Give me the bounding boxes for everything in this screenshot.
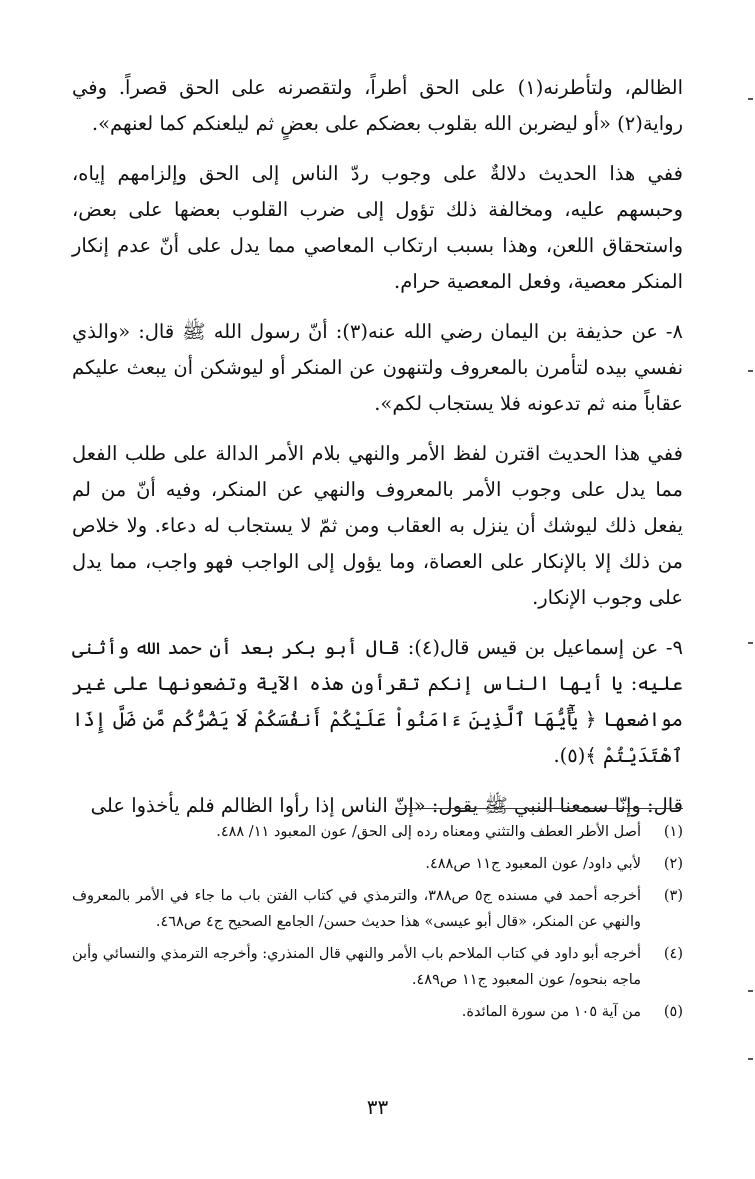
- margin-tick-mark: [748, 370, 753, 372]
- margin-tick-mark: [748, 642, 753, 644]
- body-paragraph-3: ٨- عن حذيفة بن اليمان رضي الله عنه(٣): أنّ رسول الله ﷺ قال: «والذي نفسي بيده لتأمرن بالمعروف ولتنهون عن المنكر أو ليوشكن أن يبعث عليكم عقاباً منه ثم تدعونه فلا يستجاب لكم».: [72, 320, 683, 415]
- body-paragraph-6: قال: وإنّا سمعنا النبي ﷺ يقول: «إنّ الناس إذا رأوا الظالم فلم يأخذوا على: [90, 794, 683, 817]
- footnote-number: (٥): [663, 1004, 683, 1020]
- footnote-number: (٣): [663, 888, 683, 904]
- footnote-number: (٢): [663, 856, 683, 872]
- footnote-2: [72, 851, 683, 877]
- footnote-text: أخرجه أبو داود في كتاب الملاحم باب الأمر والنهي قال المنذري: وأخرجه الترمذي والنسائي وأبن ماجه بنحوه/ عون المعبود ج١١ ص٤٨٩.: [72, 946, 641, 988]
- footnote-1: [72, 819, 683, 845]
- footnote-text: من آية ١٠٥ من سورة المائدة.: [461, 1004, 641, 1020]
- footnote-divider: [398, 808, 683, 809]
- footnote-text: أخرجه أحمد في مسنده ج٥ ص٣٨٨، والترمذي في كتاب الفتن باب ما جاء في الأمر بالمعروف والنهي عن المنكر، «قال أبو عيسى» هذا حديث حسن/ الجامع الصحيح ج٤ ص٤٦٨.: [72, 888, 641, 930]
- footnote-3: [72, 883, 683, 935]
- body-paragraph-1: الظالم، ولتأطرنه(١) على الحق أطراً، ولتقصرنه على الحق قصراً. وفي رواية(٢) «أو ليضربن الله بقلوب بعضكم على بعضٍ ثم ليلعنكم كما لعنهم».: [72, 76, 684, 135]
- footnotes: [72, 808, 683, 1031]
- body-paragraph-2: ففي هذا الحديث دلالةٌ على وجوب ردّ الناس إلى الحق وإلزامهم إياه، وحبسهم عليه، ومخالفة ذلك تؤول إلى ضرب القلوب بعضها على بعض، واستحقاق اللعن، وهذا بسبب ارتكاب المعاصي مما يدل على أنّ عدم إنكار المنكر معصية، وفعل المعصية حرام.: [72, 162, 683, 293]
- margin-tick-mark: [748, 990, 753, 992]
- footnote-5: [72, 999, 683, 1025]
- book-page: [72, 70, 683, 1179]
- footnote-text: أصل الأطر العطف والتثني ومعناه رده إلى الحق/ عون المعبود ١١/ ٤٨٨.: [216, 824, 641, 840]
- margin-tick-mark: [748, 1058, 753, 1060]
- margin-tick-mark: [748, 98, 753, 100]
- footnote-number: (١): [663, 824, 683, 840]
- footnote-number: (٤): [663, 946, 683, 962]
- page-number: ٣٣: [366, 1095, 389, 1119]
- body-paragraph-5: ٩- عن إسماعيل بن قيس قال(٤): قال أبو بكر بعد أن حمد الله وأثنى عليه: يا أيها الناس إنكم تقرأون هذه الآية وتضعونها على غير مواضعها ﴿ يَٰٓأَيُّهَا ٱلَّذِينَ ءَامَنُواْ عَلَيْكُمْ أَنفُسَكُمْ لَا يَضُرُّكُم مَّن ضَلَّ إِذَا ٱهْتَدَيْتُمْ ﴾(٥).: [72, 636, 683, 767]
- body-paragraph-4: ففي هذا الحديث اقترن لفظ الأمر والنهي بلام الأمر الدالة على طلب الفعل مما يدل على وجوب الأمر بالمعروف والنهي عن المنكر، وفيه أنّ من لم يفعل ذلك ليوشك أن ينزل به العقاب ومن ثمّ لا يستجاب له دعاء. ولا خلاص من ذلك إلا بالإنكار على العصاة، وما يؤول إلى الواجب فهو واجب، مما يدل على وجوب الإنكار.: [72, 442, 683, 609]
- footnote-4: [72, 941, 683, 993]
- footnote-text: لأبي داود/ عون المعبود ج١١ ص٤٨٨.: [425, 856, 641, 872]
